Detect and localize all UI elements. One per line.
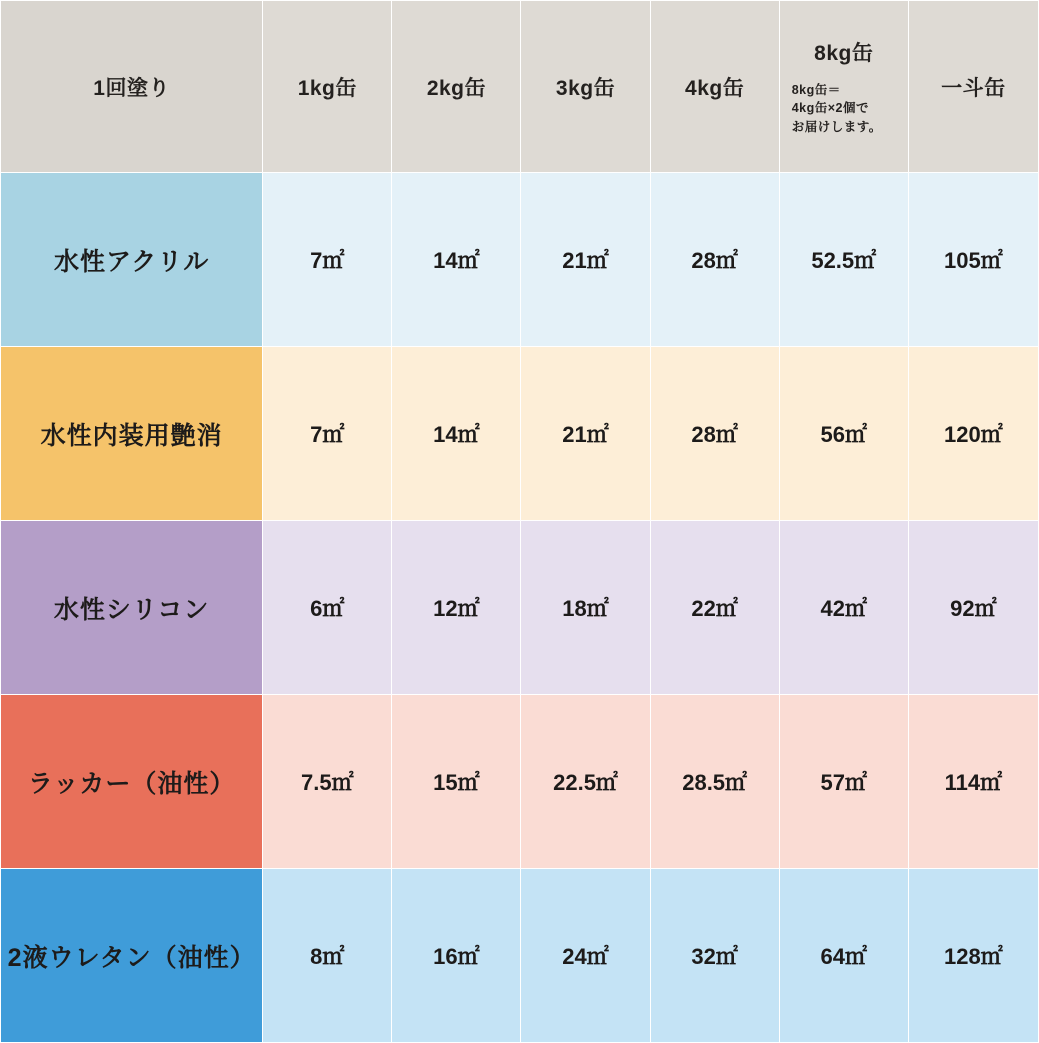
table-row (1, 173, 1039, 347)
cell-acryl-8kg: 52.5㎡ (779, 173, 908, 347)
cell-acryl-itto: 105㎡ (908, 173, 1038, 347)
cell-acryl-4kg: 28㎡ (650, 173, 779, 347)
cell-naisou-2kg: 14㎡ (392, 347, 521, 521)
header-cell-itto: 一斗缶 (908, 1, 1038, 173)
cell-lacquer-4kg: 28.5㎡ (650, 695, 779, 869)
table-row (1, 869, 1039, 1043)
row-label-urethane: 2液ウレタン（油性） (1, 869, 263, 1043)
cell-naisou-8kg: 56㎡ (779, 347, 908, 521)
row-label-silicon: 水性シリコン (1, 521, 263, 695)
header-cell-8kg (779, 1, 908, 173)
cell-naisou-itto: 120㎡ (908, 347, 1038, 521)
cell-urethane-4kg: 32㎡ (650, 869, 779, 1043)
header-cell-coats: 1回塗り (1, 1, 263, 173)
header-cell-2kg: 2kg缶 (392, 1, 521, 173)
header-cell-4kg: 4kg缶 (650, 1, 779, 173)
cell-silicon-1kg: 6㎡ (263, 521, 392, 695)
cell-acryl-3kg: 21㎡ (521, 173, 650, 347)
cell-silicon-8kg: 42㎡ (779, 521, 908, 695)
cell-lacquer-itto: 114㎡ (908, 695, 1038, 869)
cell-naisou-3kg: 21㎡ (521, 347, 650, 521)
cell-urethane-1kg: 8㎡ (263, 869, 392, 1043)
cell-urethane-8kg: 64㎡ (779, 869, 908, 1043)
cell-lacquer-1kg: 7.5㎡ (263, 695, 392, 869)
header-cell-1kg: 1kg缶 (263, 1, 392, 173)
table-row (1, 347, 1039, 521)
table-row (1, 695, 1039, 869)
table-row (1, 521, 1039, 695)
cell-naisou-1kg: 7㎡ (263, 347, 392, 521)
cell-lacquer-8kg: 57㎡ (779, 695, 908, 869)
cell-silicon-4kg: 22㎡ (650, 521, 779, 695)
cell-acryl-1kg: 7㎡ (263, 173, 392, 347)
cell-urethane-itto: 128㎡ (908, 869, 1038, 1043)
table-header-row (1, 1, 1039, 173)
cell-lacquer-3kg: 22.5㎡ (521, 695, 650, 869)
cell-urethane-3kg: 24㎡ (521, 869, 650, 1043)
cell-silicon-2kg: 12㎡ (392, 521, 521, 695)
row-label-lacquer: ラッカー（油性） (1, 695, 263, 869)
header-8kg-note: 8kg缶＝ 4kg缶×2個で お届けします。 (791, 83, 882, 134)
cell-naisou-4kg: 28㎡ (650, 347, 779, 521)
row-label-naisou-tsuyakeshi: 水性内装用艶消 (1, 347, 263, 521)
header-8kg-title: 8kg缶 (814, 42, 874, 66)
cell-urethane-2kg: 16㎡ (392, 869, 521, 1043)
cell-silicon-3kg: 18㎡ (521, 521, 650, 695)
cell-acryl-2kg: 14㎡ (392, 173, 521, 347)
cell-silicon-itto: 92㎡ (908, 521, 1038, 695)
row-label-acryl: 水性アクリル (1, 173, 263, 347)
header-cell-3kg: 3kg缶 (521, 1, 650, 173)
cell-lacquer-2kg: 15㎡ (392, 695, 521, 869)
